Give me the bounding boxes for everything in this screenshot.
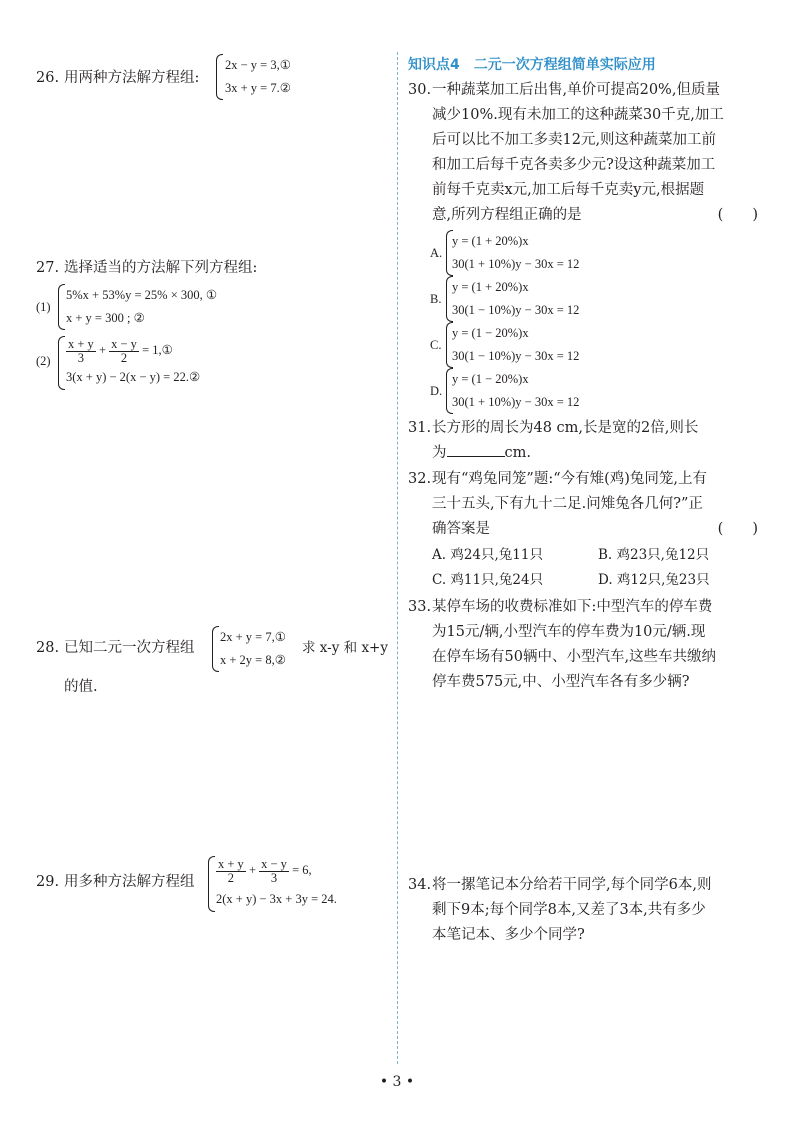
option-label: B. — [430, 292, 442, 306]
fraction — [66, 338, 96, 365]
question-31-number: 31. — [408, 420, 432, 436]
denominator: 3 — [77, 350, 85, 365]
plus-sign: + — [248, 863, 256, 877]
brace-icon — [208, 856, 215, 912]
question-34-body — [432, 873, 758, 948]
question-30-body — [432, 78, 758, 228]
option-b — [430, 276, 630, 322]
question-33-number: 33. — [408, 599, 432, 615]
fraction — [109, 338, 139, 365]
question-27-text: 选择适当的方法解下列方程组: — [64, 260, 258, 276]
text-line: 和加工后每千克各卖多少元?设这种蔬菜加工 — [432, 157, 716, 173]
question-27-part-1 — [36, 284, 336, 332]
text-line: 长方形的周长为48 cm,长是宽的2倍,则长 — [432, 420, 699, 436]
option-d — [430, 368, 630, 414]
equation-1: y = (1 − 20%)x — [452, 372, 529, 386]
equation-1 — [216, 856, 312, 885]
text-line: 一种蔬菜加工后出售,单价可提高20%,但质量 — [432, 82, 720, 98]
dot-icon: • — [401, 1074, 415, 1090]
equation-1: 2x + y = 7,① — [220, 630, 286, 644]
question-27-part-2 — [36, 336, 336, 392]
answer-paren: ( ) — [717, 521, 758, 537]
answer-paren: ( ) — [717, 207, 758, 223]
question-26-number: 26. — [36, 70, 60, 86]
numerator: x + y — [68, 336, 94, 351]
fraction — [216, 858, 246, 885]
equation-2: 2(x + y) − 3x + 3y = 24. — [216, 892, 337, 906]
text-line-last — [432, 203, 758, 228]
question-29-system — [208, 856, 388, 912]
option-a: A. 鸡24只,兔11只 — [432, 547, 543, 563]
brace-icon — [58, 284, 65, 330]
brace-icon — [212, 626, 219, 672]
section-heading: 知识点4 二元一次方程组简单实际应用 — [408, 57, 656, 73]
denominator: 3 — [270, 870, 278, 885]
question-33-body — [432, 595, 758, 695]
equation-2: x + 2y = 8,② — [220, 653, 286, 667]
equation-2: 30(1 + 10%)y − 30x = 12 — [452, 395, 580, 409]
page-number — [0, 1072, 794, 1092]
text-line: 本笔记本、多少个同学? — [432, 927, 585, 943]
option-c: C. 鸡11只,兔24只 — [432, 572, 544, 588]
equation-2: 30(1 − 10%)y − 30x = 12 — [452, 303, 580, 317]
question-28-text: 已知二元一次方程组 — [64, 640, 195, 656]
plus-sign: + — [98, 343, 106, 357]
text-line: 为15元/辆,小型汽车的停车费为10元/辆.现 — [432, 624, 706, 640]
question-32-body — [432, 467, 758, 542]
equation-2: 3x + y = 7.② — [225, 81, 291, 95]
question-32-number: 32. — [408, 471, 432, 487]
equation-2: 30(1 − 10%)y − 30x = 12 — [452, 349, 580, 363]
equation-2: 30(1 + 10%)y − 30x = 12 — [452, 257, 580, 271]
brace-icon — [58, 336, 65, 390]
text-line-last — [432, 517, 758, 542]
denominator: 2 — [227, 870, 235, 885]
question-28 — [36, 626, 392, 700]
question-28-tail: 求 x-y 和 x+y — [302, 640, 388, 656]
part-1-label: (1) — [36, 300, 51, 314]
question-28-line-2: 的值. — [64, 679, 98, 695]
text-line: 后可以比不加工多卖12元,则这种蔬菜加工前 — [432, 132, 717, 148]
text-line: 停车费575元,中、小型汽车各有多少辆? — [432, 674, 690, 690]
question-28-number: 28. — [36, 640, 60, 656]
text-line: 确答案是 — [432, 521, 490, 537]
part-2-label: (2) — [36, 354, 51, 368]
equation-1: 2x − y = 3,① — [225, 58, 291, 72]
text-line: 现有“鸡兔同笼”题:“今有雉(鸡)兔同笼,上有 — [432, 471, 708, 487]
question-30-number: 30. — [408, 82, 432, 98]
text-line: 前每千克卖x元,加工后每千克卖y元,根据题 — [432, 182, 705, 198]
question-34-number: 34. — [408, 877, 432, 893]
text-suffix: cm. — [504, 445, 531, 461]
equation-rhs: = 6, — [292, 863, 312, 877]
page-number-value: 3 — [392, 1074, 402, 1090]
numerator: x − y — [111, 336, 137, 351]
text-line: 三十五头,下有九十二足.问雉兔各几何?”正 — [432, 496, 703, 512]
fraction — [259, 858, 289, 885]
denominator: 2 — [120, 350, 128, 365]
numerator: x − y — [261, 856, 287, 871]
equation-rhs: = 1,① — [142, 343, 173, 357]
option-a — [430, 230, 630, 276]
text-line: 将一摞笔记本分给若干同学,每个同学6本,则 — [432, 877, 712, 893]
text-prefix: 为 — [432, 445, 447, 461]
question-27 — [36, 256, 386, 396]
dot-icon: • — [379, 1074, 393, 1090]
question-31-body — [432, 416, 758, 466]
question-26-system — [216, 54, 376, 100]
equation-1 — [66, 336, 173, 365]
text-line: 在停车场有50辆中、小型汽车,这些车共缴纳 — [432, 649, 717, 665]
brace-icon — [216, 54, 223, 100]
equation-1: y = (1 + 20%)x — [452, 280, 529, 294]
equation-1: y = (1 + 20%)x — [452, 234, 529, 248]
question-27-number: 27. — [36, 260, 60, 276]
text-line: 减少10%.现有未加工的这种蔬菜30千克,加工 — [432, 107, 724, 123]
question-28-system — [212, 626, 306, 672]
option-label: D. — [430, 384, 443, 398]
text-line: 意,所列方程组正确的是 — [432, 207, 582, 223]
text-line — [432, 441, 758, 466]
text-line: 某停车场的收费标准如下:中型汽车的停车费 — [432, 599, 713, 615]
answer-blank — [447, 442, 505, 457]
column-divider — [397, 52, 398, 1064]
question-26 — [36, 54, 386, 104]
numerator: x + y — [218, 856, 244, 871]
text-line: 剩下9本;每个同学8本,又差了3本,共有多少 — [432, 902, 706, 918]
question-29-text: 用多种方法解方程组 — [64, 874, 195, 890]
equation-1: 5%x + 53%y = 25% × 300, ① — [66, 288, 218, 302]
equation-2: 3(x + y) − 2(x − y) = 22.② — [66, 370, 201, 384]
question-29-number: 29. — [36, 874, 60, 890]
question-29 — [36, 856, 392, 914]
equation-1: y = (1 − 20%)x — [452, 326, 529, 340]
option-label: C. — [430, 338, 442, 352]
option-b: B. 鸡23只,兔12只 — [598, 547, 710, 563]
option-label: A. — [430, 246, 443, 260]
option-d: D. 鸡12只,兔23只 — [598, 572, 710, 588]
option-c — [430, 322, 630, 368]
question-26-text: 用两种方法解方程组: — [64, 70, 200, 86]
equation-2: x + y = 300 ; ② — [66, 311, 145, 325]
